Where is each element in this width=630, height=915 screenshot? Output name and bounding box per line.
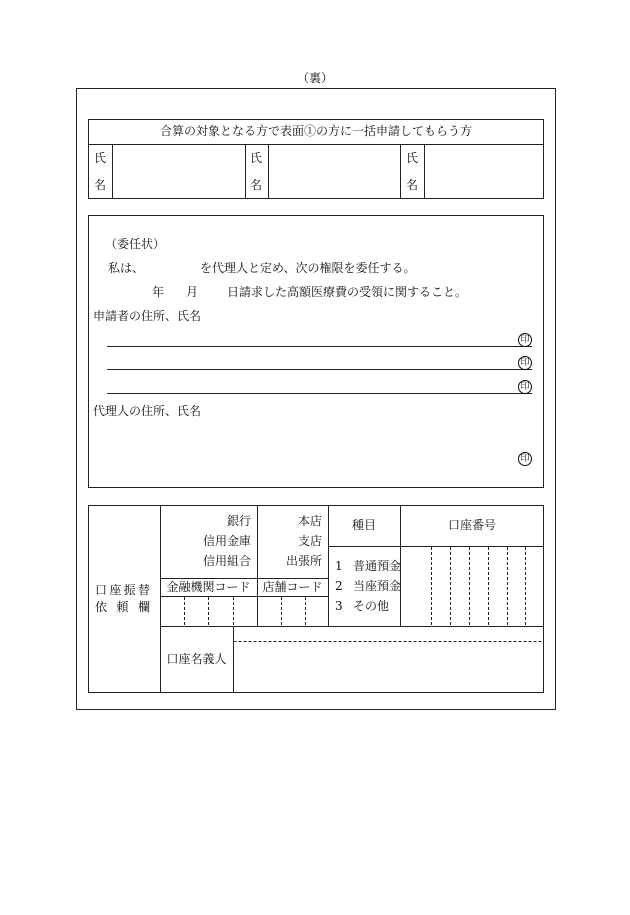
seal-mark-icon: 印 <box>518 333 532 347</box>
applicant-address-name-label: 申請者の住所、氏名 <box>93 309 202 323</box>
institution-type-credit-union: 信用組合 <box>202 554 251 568</box>
account-type-option-num: 3 <box>335 599 343 613</box>
branch-type-head-office: 本店 <box>297 514 322 528</box>
claim-day-blank[interactable] <box>199 282 225 300</box>
name-label-top: 氏 <box>94 151 107 165</box>
date-month-label: 月 <box>186 285 199 299</box>
account-holder-label: 口座名義人 <box>166 652 227 666</box>
branch-type-branch: 支店 <box>297 534 322 548</box>
institution-code-label: 金融機関コード <box>166 580 251 594</box>
seal-mark-icon: 印 <box>518 452 532 466</box>
seal-mark-icon: 印 <box>518 356 532 370</box>
account-type-option-label: 普通預金 <box>353 559 402 573</box>
name-label-bottom: 名 <box>94 178 107 192</box>
delegation-suffix: を代理人と定め、次の権限を委任する。 <box>200 261 416 275</box>
power-of-attorney-title: （委任状） <box>105 237 166 251</box>
applicant-line-3[interactable] <box>107 373 517 393</box>
branch-type-sub-branch: 出張所 <box>285 554 322 568</box>
account-type-option-num: 2 <box>335 579 343 593</box>
bank-transfer-label-line2: 依頼欄 <box>95 600 150 614</box>
name-label-bottom: 名 <box>406 178 419 192</box>
page-marker: （裏） <box>296 71 333 85</box>
name-field-2[interactable] <box>269 145 400 198</box>
account-number-field[interactable] <box>401 547 543 626</box>
name-label-bottom: 名 <box>250 178 263 192</box>
claim-month-blank[interactable] <box>165 282 185 300</box>
claim-description: 日請求した高額医療費の受領に関すること。 <box>227 285 468 299</box>
institution-code-field[interactable] <box>161 597 257 626</box>
claim-year-blank[interactable] <box>120 282 150 300</box>
applicant-line-2[interactable] <box>107 350 517 369</box>
delegation-prefix: 私は、 <box>108 261 145 275</box>
name-field-3[interactable] <box>425 145 543 198</box>
name-field-1[interactable] <box>113 145 245 198</box>
branch-code-field[interactable] <box>258 597 328 626</box>
account-type-option-label: 当座預金 <box>353 579 402 593</box>
batch-applicants-header: 合算の対象となる方で表面①の方に一括申請してもらう方 <box>159 124 472 138</box>
bank-transfer-label-line1: 口座振替 <box>95 583 150 597</box>
account-type-header: 種目 <box>351 518 376 532</box>
date-year-label: 年 <box>152 285 165 299</box>
institution-type-bank: 銀行 <box>226 514 251 528</box>
institution-type-shinkin: 信用金庫 <box>202 534 251 548</box>
agent-address-name-field[interactable] <box>107 424 517 474</box>
account-number-header: 口座番号 <box>447 518 496 532</box>
account-type-option-num: 1 <box>335 559 343 573</box>
agent-address-name-label: 代理人の住所、氏名 <box>93 404 202 418</box>
account-holder-field[interactable] <box>234 627 543 692</box>
account-type-option-label: その他 <box>353 599 390 613</box>
branch-code-label: 店舗コード <box>262 580 323 594</box>
applicant-line-1[interactable] <box>107 326 517 346</box>
seal-mark-icon: 印 <box>518 380 532 394</box>
name-label-top: 氏 <box>250 151 263 165</box>
name-label-top: 氏 <box>406 151 419 165</box>
agent-name-blank[interactable] <box>142 258 198 276</box>
